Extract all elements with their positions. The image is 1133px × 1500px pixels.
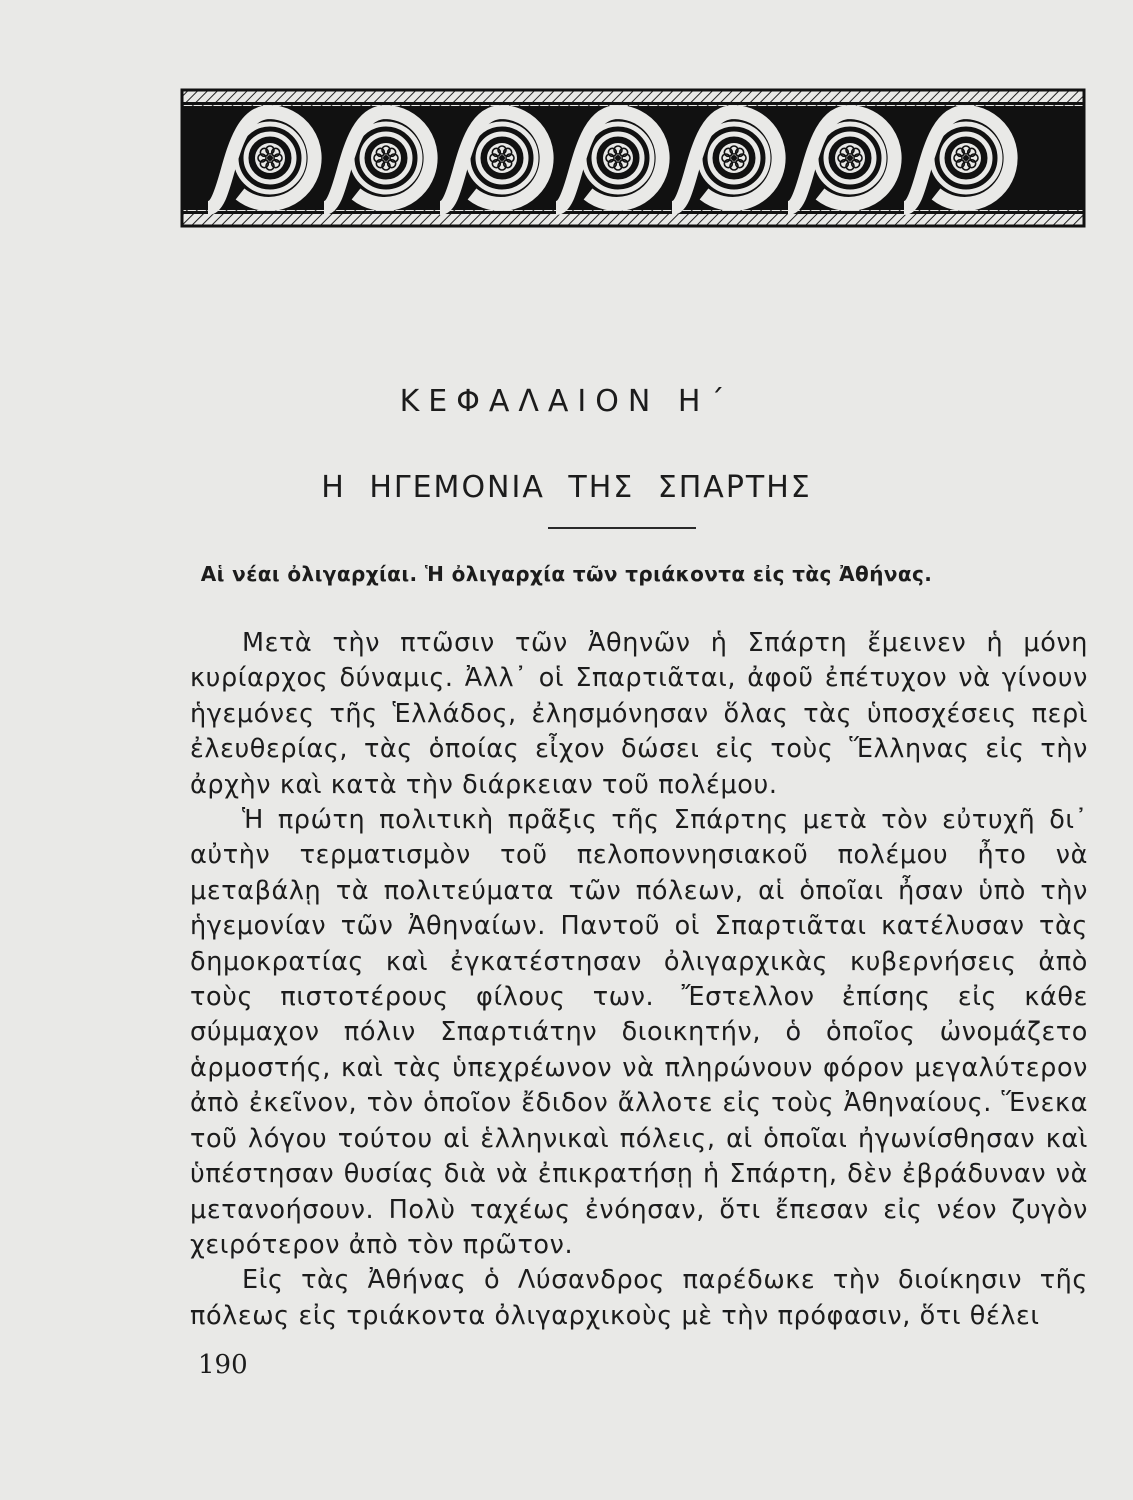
page-number: 190	[198, 1350, 248, 1380]
paragraph: Ἡ πρώτη πολιτικὴ πρᾶξις τῆς Σπάρτης μετὰ τὸν εὐτυχῆ δι᾽ αὐτὴν τερματισμὸν τοῦ πελοποννησιακοῦ πολέμου ἦτο νὰ μεταβάλῃ τὰ πολιτεύματα τῶν πόλεων, αἱ ὁποῖαι ἦσαν ὑπὸ τὴν ἡγεμονίαν τῶν Ἀθηναίων. Παντοῦ οἱ Σπαρτιᾶται κατέλυσαν τὰς δημοκρατίας καὶ ἐγκατέστησαν ὀλιγαρχικὰς κυβερνήσεις ἀπὸ τοὺς πιστοτέρους φίλους των. Ἔστελλον ἐπίσης εἰς κάθε σύμμαχον πόλιν Σπαρτιάτην διοικητήν, ὁ ὁποῖος ὠνομάζετο ἁρμοστής, καὶ τὰς ὑπεχρέωνον νὰ πληρώνουν φόρον μεγαλύτερον ἀπὸ ἐκεῖνον, τὸν ὁποῖον ἔδιδον ἄλλοτε εἰς τοὺς Ἀθηναίους. Ἕνεκα τοῦ λόγου τούτου αἱ ἑλληνικαὶ πόλεις, αἱ ὁποῖαι ἠγωνίσθησαν καὶ ὑπέστησαν θυσίας διὰ νὰ ἐπικρατήσῃ ἡ Σπάρτη, δὲν ἐβράδυναν νὰ μετανοήσουν. Πολὺ ταχέως ἐνόησαν, ὅτι ἔπεσαν εἰς νέον ζυγὸν χειρότερον ἀπὸ τὸν πρῶτον.	[190, 805, 1088, 1260]
title-divider	[548, 527, 696, 529]
chapter-subtitle: Αἱ νέαι ὀλιγαρχίαι. Ἡ ὀλιγαρχία τῶν τριάκοντα εἰς τὰς Ἀθήνας.	[200, 562, 933, 586]
paragraph: Μετὰ τὴν πτῶσιν τῶν Ἀθηνῶν ἡ Σπάρτη ἔμεινεν ἡ μόνη κυρίαρχος δύναμις. Ἀλλ᾽ οἱ Σπαρτιᾶται, ἀφοῦ ἐπέτυχον νὰ γίνουν ἡγεμόνες τῆς Ἑλλάδος, ἐλησμόνησαν ὅλας τὰς ὑποσχέσεις περὶ ἐλευθερίας, τὰς ὁποίας εἶχον δώσει εἰς τοὺς Ἕλληνας εἰς τὴν ἀρχὴν καὶ κατὰ τὴν διάρκειαν τοῦ πολέμου.	[190, 628, 1088, 800]
chapter-label: ΚΕΦΑΛΑΙΟΝ Η΄	[399, 384, 734, 419]
paragraph: Εἰς τὰς Ἀθήνας ὁ Λύσανδρος παρέδωκε τὴν διοίκησιν τῆς πόλεως εἰς τριάκοντα ὀλιγαρχικοὺς μὲ τὴν πρόφασιν, ὅτι θέλει	[190, 1265, 1088, 1331]
body-text	[190, 626, 1088, 1334]
chapter-title: Η ΗΓΕΜΟΝΙΑ ΤΗΣ ΣΠΑΡΤΗΣ	[321, 470, 812, 505]
meander-wave-border-icon	[180, 88, 1086, 228]
